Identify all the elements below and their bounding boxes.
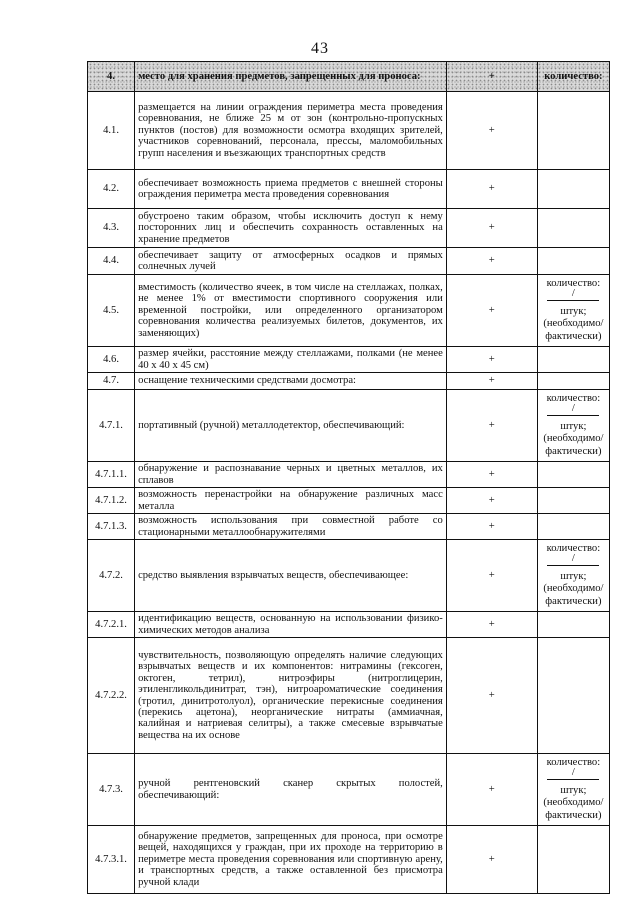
table-row xyxy=(88,373,610,390)
qty-slash: / xyxy=(571,288,575,300)
row-qty xyxy=(537,92,609,170)
table-row xyxy=(88,826,610,894)
row-num: 4.7. xyxy=(88,373,135,390)
table-row xyxy=(88,462,610,488)
page-number: 43 xyxy=(311,40,329,57)
row-text: оснащение техническими средствами досмотра: xyxy=(135,373,447,390)
row-qty xyxy=(537,514,609,540)
row-text: средство выявления взрывчатых веществ, обеспечивающее: xyxy=(135,540,447,612)
table-header-row xyxy=(88,62,610,92)
row-mark: + xyxy=(446,347,537,373)
row-num: 4.6. xyxy=(88,347,135,373)
row-mark: + xyxy=(446,488,537,514)
row-qty xyxy=(537,488,609,514)
row-mark: + xyxy=(446,540,537,612)
row-text: возможность перенастройки на обнаружение различных масс металла xyxy=(135,488,447,514)
row-text: вместимость (количество ячеек, в том числе на стеллажах, полках, не менее 1% от вместимости спортивного сооружения или временной постройки, или определенного организатором соревнования количества реализуемых билетов, документов, их заменяющих) xyxy=(135,275,447,347)
qty-slash: / xyxy=(571,767,575,779)
table-row xyxy=(88,275,610,347)
table-row xyxy=(88,638,610,754)
qty-cell xyxy=(537,390,609,462)
table-row xyxy=(88,514,610,540)
qty-cell xyxy=(537,275,609,347)
row-text: чувствительность, позволяющую определять наличие следующих взрывчатых веществ и их компонентов: нитрамины (гексоген, октоген, тетрил), нитроэфиры (нитроглицерин, этиленгликольдинитрат, тэн), нитроароматические соединения (тротил, динитротолуол), органические перекисные соединения (перекись ацетона), неорганические нитраты (аммиачная, калийная и натриевая селитры), а также смесевые взрывчатые вещества на их основе xyxy=(135,638,447,754)
row-mark: + xyxy=(446,514,537,540)
row-text: обнаружение предметов, запрещенных для проноса, при осмотре вещей, находящихся у граждан, при их проходе на территорию в периметре места проведения соревнования или спортивную арену, и транспортных средств, а также оставленной без присмотра ручной клади xyxy=(135,826,447,894)
qty-unit: штук; xyxy=(560,570,587,582)
row-mark: + xyxy=(446,275,537,347)
row-num: 4.7.1. xyxy=(88,390,135,462)
qty-slash: / xyxy=(571,553,575,565)
row-qty xyxy=(537,826,609,894)
row-num: 4.2. xyxy=(88,170,135,209)
qty-unit: штук; xyxy=(560,784,587,796)
qty-cell xyxy=(537,540,609,612)
row-text: ручной рентгеновский сканер скрытых полостей, обеспечивающий: xyxy=(135,754,447,826)
qty-label: количество: xyxy=(546,756,601,768)
row-qty xyxy=(537,612,609,638)
header-qty: количество: xyxy=(537,62,609,92)
row-num: 4.7.2.1. xyxy=(88,612,135,638)
row-num: 4.7.1.3. xyxy=(88,514,135,540)
row-qty xyxy=(537,248,609,275)
row-num: 4.5. xyxy=(88,275,135,347)
row-num: 4.7.2. xyxy=(88,540,135,612)
row-qty xyxy=(537,209,609,248)
row-text: идентификацию веществ, основанную на использовании физико-химических методов анализа xyxy=(135,612,447,638)
table-row xyxy=(88,754,610,826)
qty-fill-line xyxy=(547,555,599,566)
row-num: 4.7.1.1. xyxy=(88,462,135,488)
row-num: 4.7.1.2. xyxy=(88,488,135,514)
row-num: 4.7.3.1. xyxy=(88,826,135,894)
requirements-table xyxy=(87,61,610,894)
qty-slash: / xyxy=(571,403,575,415)
row-qty xyxy=(537,373,609,390)
row-mark: + xyxy=(446,826,537,894)
row-mark: + xyxy=(446,612,537,638)
row-mark: + xyxy=(446,462,537,488)
qty-fill-line xyxy=(547,405,599,416)
row-text: возможность использования при совместной работе со стационарными металлообнаружителями xyxy=(135,514,447,540)
row-mark: + xyxy=(446,209,537,248)
qty-fill-line xyxy=(547,769,599,780)
table-row xyxy=(88,347,610,373)
row-text: обеспечивает возможность приема предметов с внешней стороны ограждения периметра места проведения соревнования xyxy=(135,170,447,209)
row-num: 4.7.3. xyxy=(88,754,135,826)
row-mark: + xyxy=(446,248,537,275)
row-qty xyxy=(537,170,609,209)
row-text: обустроено таким образом, чтобы исключить доступ к нему посторонних лиц и обеспечить сохранность оставленных на хранение предметов xyxy=(135,209,447,248)
qty-label: количество: xyxy=(546,542,601,554)
row-text: портативный (ручной) металлодетектор, обеспечивающий: xyxy=(135,390,447,462)
qty-label: количество: xyxy=(546,392,601,404)
row-qty xyxy=(537,638,609,754)
header-num: 4. xyxy=(88,62,135,92)
row-mark: + xyxy=(446,390,537,462)
qty-note: (необходимо/ фактически) xyxy=(543,583,604,607)
row-mark: + xyxy=(446,373,537,390)
row-qty xyxy=(537,462,609,488)
qty-unit: штук; xyxy=(560,420,587,432)
row-num: 4.3. xyxy=(88,209,135,248)
table-row xyxy=(88,209,610,248)
table-row xyxy=(88,488,610,514)
table-row xyxy=(88,612,610,638)
qty-cell xyxy=(537,754,609,826)
header-mark: + xyxy=(446,62,537,92)
qty-note: (необходимо/ фактически) xyxy=(543,318,604,342)
table-row xyxy=(88,92,610,170)
table-row xyxy=(88,540,610,612)
header-text: место для хранения предметов, запрещенных для проноса: xyxy=(135,62,447,92)
qty-label: количество: xyxy=(546,277,601,289)
table-row xyxy=(88,170,610,209)
row-mark: + xyxy=(446,170,537,209)
row-num: 4.4. xyxy=(88,248,135,275)
row-mark: + xyxy=(446,754,537,826)
qty-note: (необходимо/ фактически) xyxy=(543,433,604,457)
row-num: 4.1. xyxy=(88,92,135,170)
row-mark: + xyxy=(446,92,537,170)
qty-fill-line xyxy=(547,290,599,301)
row-text: обнаружение и распознавание черных и цветных металлов, их сплавов xyxy=(135,462,447,488)
row-text: обеспечивает защиту от атмосферных осадков и прямых солнечных лучей xyxy=(135,248,447,275)
qty-unit: штук; xyxy=(560,305,587,317)
table-row xyxy=(88,248,610,275)
row-mark: + xyxy=(446,638,537,754)
row-text: размер ячейки, расстояние между стеллажами, полками (не менее 40 х 40 х 45 см) xyxy=(135,347,447,373)
row-text: размещается на линии ограждения периметра места проведения соревнования, не ближе 25 м от зон (контрольно-пропускных пунктов (постов) для возможности осмотра входящих зрителей, участников соревнований, персонала, прессы, маломобильных групп населения и въезжающих транспортных средств xyxy=(135,92,447,170)
qty-note: (необходимо/ фактически) xyxy=(543,797,604,821)
row-num: 4.7.2.2. xyxy=(88,638,135,754)
row-qty xyxy=(537,347,609,373)
table-row xyxy=(88,390,610,462)
